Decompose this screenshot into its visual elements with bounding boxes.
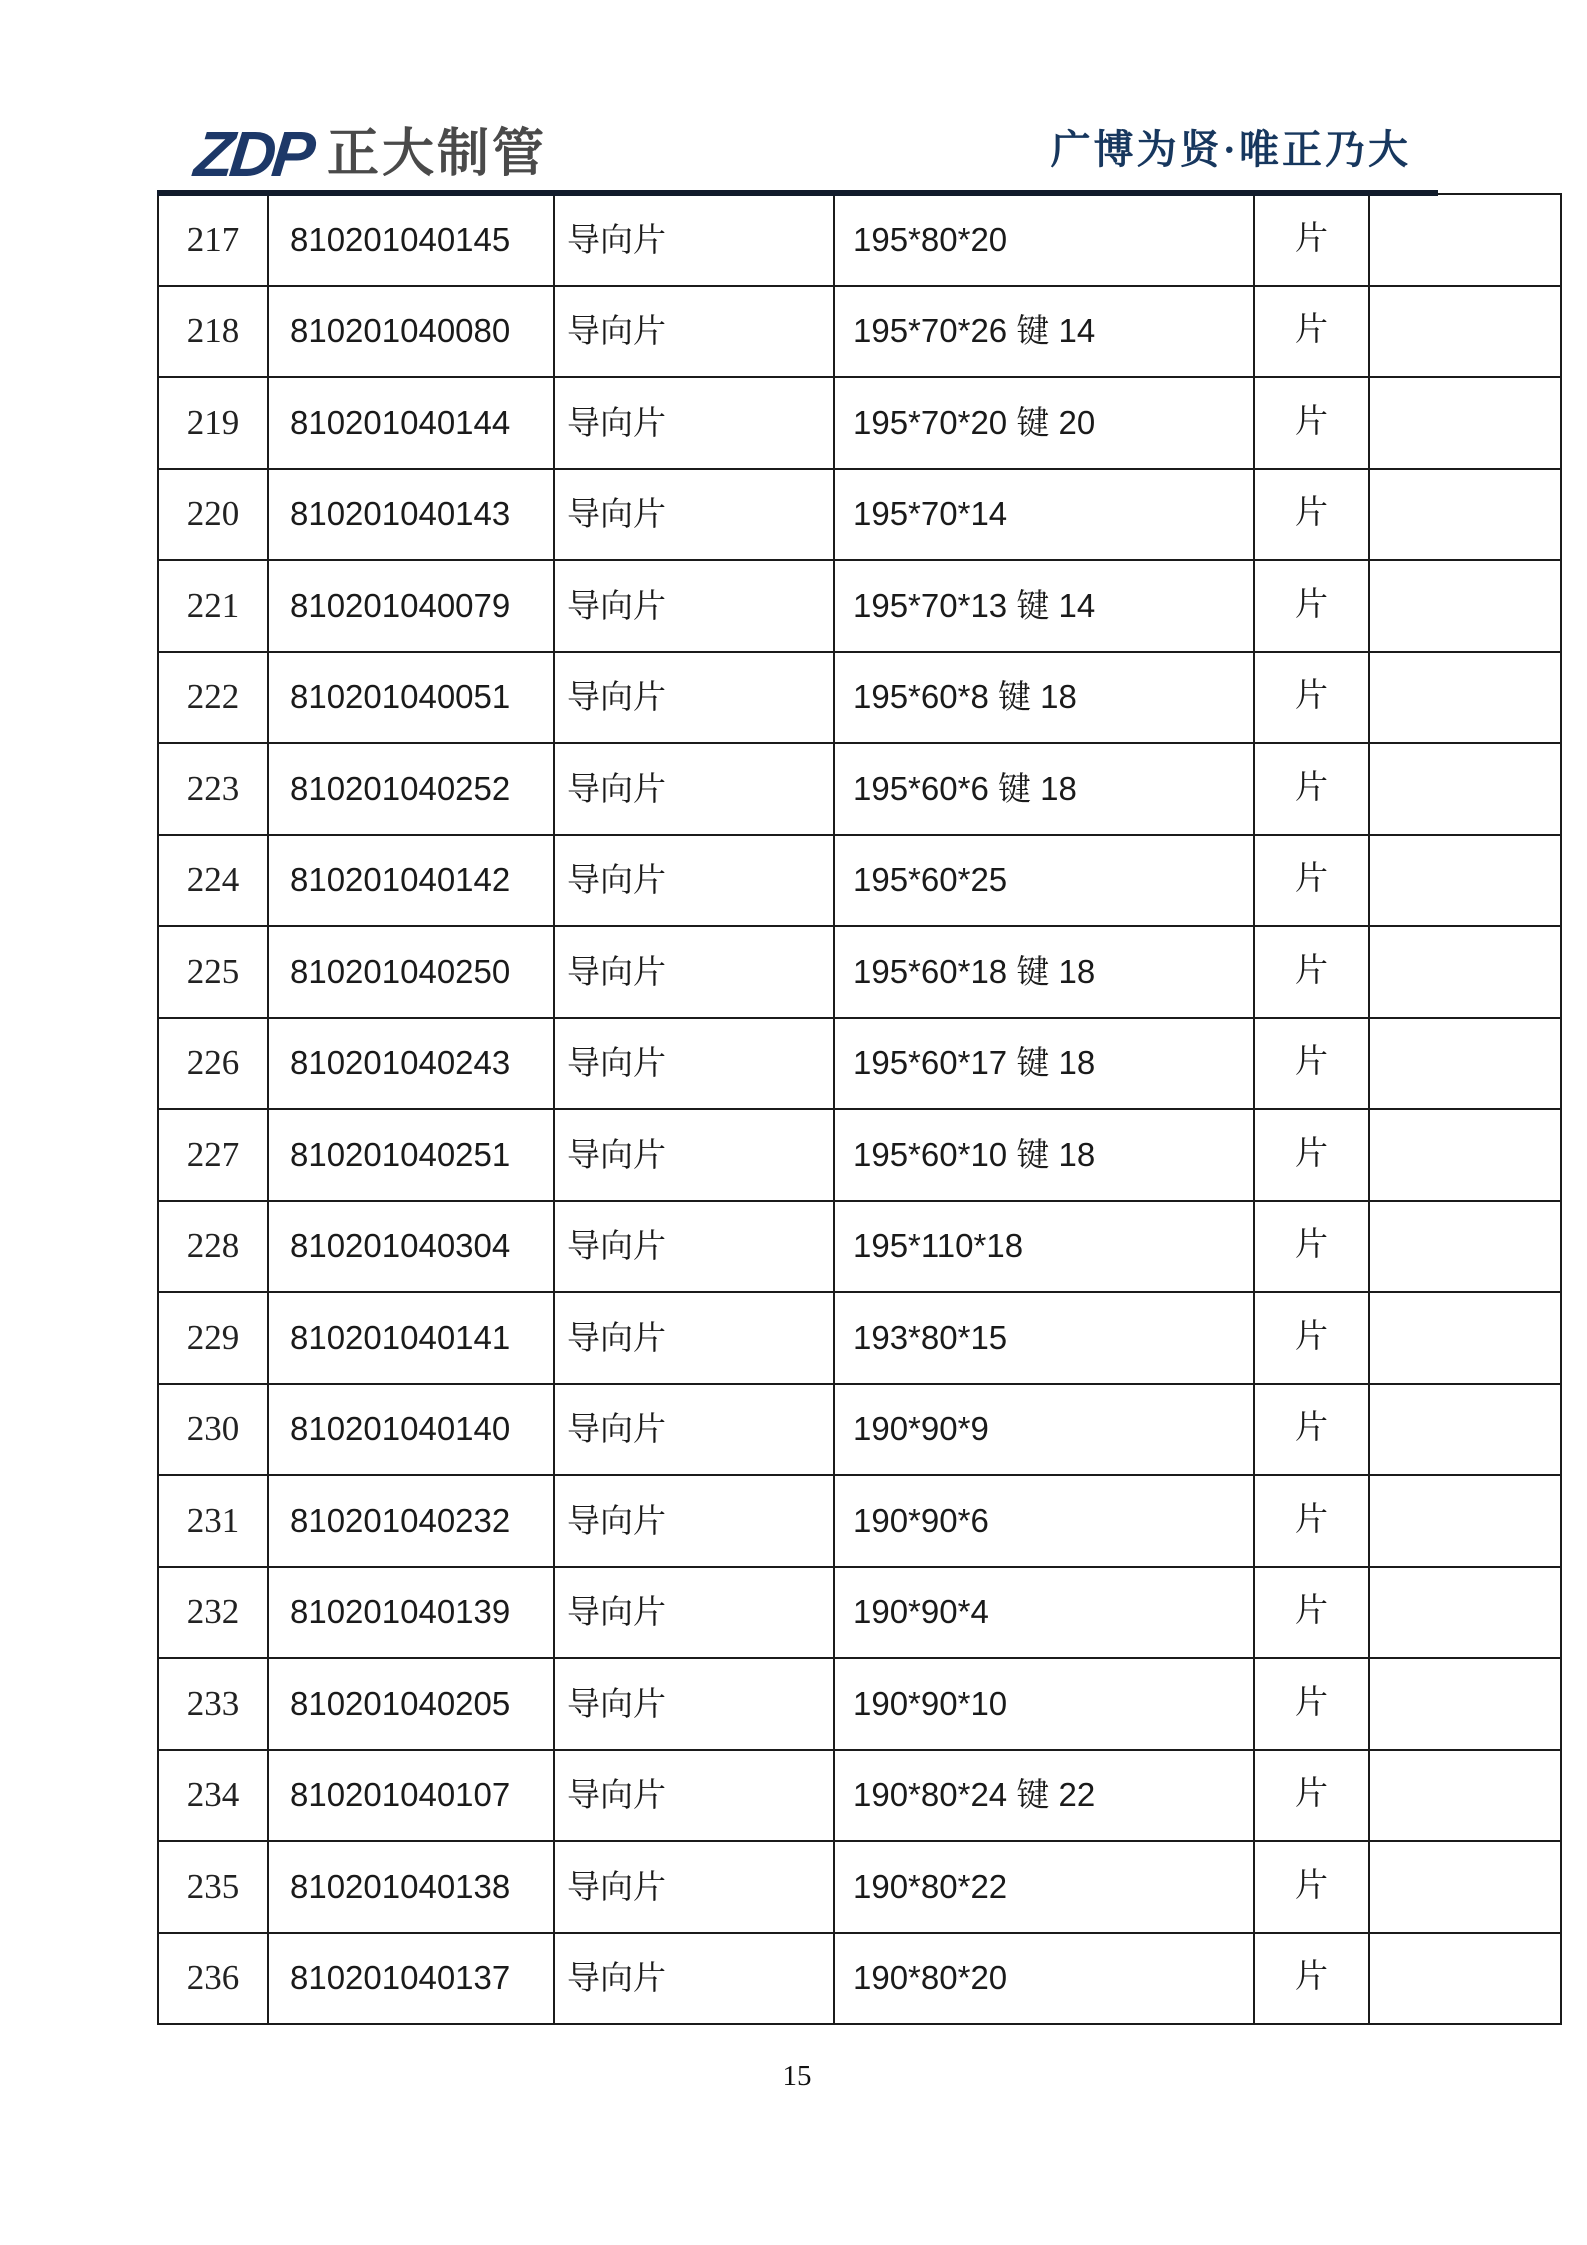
part-unit: 片 [1254,560,1369,652]
part-unit: 片 [1254,835,1369,927]
table-row [158,286,1561,378]
table-row [158,194,1561,286]
table-row [158,1658,1561,1750]
part-code: 810201040141 [268,1292,554,1384]
part-code: 810201040304 [268,1201,554,1293]
page-number: 15 [782,2060,812,2092]
part-spec: 195*60*18 键 18 [834,926,1254,1018]
part-remark [1369,1292,1561,1384]
part-unit: 片 [1254,1109,1369,1201]
part-spec: 195*80*20 [834,194,1254,286]
row-number: 217 [158,194,268,286]
row-number: 229 [158,1292,268,1384]
row-number: 233 [158,1658,268,1750]
row-number: 219 [158,377,268,469]
part-unit: 片 [1254,1475,1369,1567]
row-number: 232 [158,1567,268,1659]
part-unit: 片 [1254,1018,1369,1110]
part-spec: 190*90*6 [834,1475,1254,1567]
table-row [158,1750,1561,1842]
part-code: 810201040250 [268,926,554,1018]
header-divider-rule [157,190,1438,196]
table-row [158,1841,1561,1933]
part-name: 导向片 [554,835,834,927]
table-row [158,1475,1561,1567]
part-remark [1369,835,1561,927]
table-row [158,652,1561,744]
part-unit: 片 [1254,1384,1369,1476]
table-row [158,1384,1561,1476]
row-number: 225 [158,926,268,1018]
parts-table-body [158,194,1561,2024]
row-number: 223 [158,743,268,835]
part-spec: 195*60*17 键 18 [834,1018,1254,1110]
part-spec: 190*90*9 [834,1384,1254,1476]
part-unit: 片 [1254,194,1369,286]
part-code: 810201040145 [268,194,554,286]
part-remark [1369,1841,1561,1933]
parts-table [157,193,1562,2025]
part-remark [1369,1933,1561,2025]
part-name: 导向片 [554,1933,834,2025]
row-number: 235 [158,1841,268,1933]
part-name: 导向片 [554,652,834,744]
part-code: 810201040243 [268,1018,554,1110]
table-row [158,926,1561,1018]
table-row [158,1567,1561,1659]
part-remark [1369,469,1561,561]
part-unit: 片 [1254,469,1369,561]
part-spec: 195*70*20 键 20 [834,377,1254,469]
part-code: 810201040107 [268,1750,554,1842]
part-code: 810201040138 [268,1841,554,1933]
part-remark [1369,1475,1561,1567]
part-remark [1369,652,1561,744]
part-name: 导向片 [554,1841,834,1933]
part-code: 810201040140 [268,1384,554,1476]
part-remark [1369,743,1561,835]
table-row [158,1933,1561,2025]
row-number: 226 [158,1018,268,1110]
part-remark [1369,1109,1561,1201]
part-remark [1369,377,1561,469]
part-spec: 190*90*4 [834,1567,1254,1659]
part-name: 导向片 [554,1109,834,1201]
part-code: 810201040252 [268,743,554,835]
part-spec: 195*60*25 [834,835,1254,927]
part-spec: 190*90*10 [834,1658,1254,1750]
part-unit: 片 [1254,1201,1369,1293]
part-code: 810201040143 [268,469,554,561]
part-unit: 片 [1254,377,1369,469]
part-unit: 片 [1254,1567,1369,1659]
table-row [158,1109,1561,1201]
row-number: 228 [158,1201,268,1293]
part-remark [1369,286,1561,378]
part-spec: 195*60*8 键 18 [834,652,1254,744]
part-name: 导向片 [554,1475,834,1567]
part-remark [1369,1018,1561,1110]
table-row [158,469,1561,561]
row-number: 218 [158,286,268,378]
part-remark [1369,560,1561,652]
part-code: 810201040139 [268,1567,554,1659]
part-name: 导向片 [554,1201,834,1293]
part-spec: 195*70*26 键 14 [834,286,1254,378]
part-spec: 195*60*6 键 18 [834,743,1254,835]
part-name: 导向片 [554,560,834,652]
part-spec: 190*80*24 键 22 [834,1750,1254,1842]
part-name: 导向片 [554,1292,834,1384]
row-number: 236 [158,1933,268,2025]
part-code: 810201040144 [268,377,554,469]
part-remark [1369,1201,1561,1293]
table-row [158,377,1561,469]
company-logo [191,118,548,190]
row-number: 221 [158,560,268,652]
part-code: 810201040251 [268,1109,554,1201]
part-name: 导向片 [554,1384,834,1476]
part-remark [1369,1658,1561,1750]
part-code: 810201040080 [268,286,554,378]
part-name: 导向片 [554,377,834,469]
part-remark [1369,1750,1561,1842]
row-number: 222 [158,652,268,744]
part-unit: 片 [1254,926,1369,1018]
part-name: 导向片 [554,743,834,835]
logo-company-name: 正大制管 [327,125,548,183]
part-unit: 片 [1254,1292,1369,1384]
row-number: 234 [158,1750,268,1842]
part-name: 导向片 [554,1567,834,1659]
part-code: 810201040137 [268,1933,554,2025]
part-name: 导向片 [554,1658,834,1750]
part-code: 810201040205 [268,1658,554,1750]
row-number: 227 [158,1109,268,1201]
part-unit: 片 [1254,1841,1369,1933]
part-remark [1369,1567,1561,1659]
row-number: 230 [158,1384,268,1476]
part-spec: 195*70*14 [834,469,1254,561]
part-spec: 190*80*20 [834,1933,1254,2025]
logo-zdp-mark: ZDP [191,118,315,190]
part-code: 810201040232 [268,1475,554,1567]
part-spec: 195*70*13 键 14 [834,560,1254,652]
part-unit: 片 [1254,1750,1369,1842]
table-row [158,1292,1561,1384]
part-unit: 片 [1254,1658,1369,1750]
part-remark [1369,194,1561,286]
row-number: 231 [158,1475,268,1567]
part-spec: 190*80*22 [834,1841,1254,1933]
part-name: 导向片 [554,286,834,378]
part-remark [1369,926,1561,1018]
table-row [158,743,1561,835]
part-code: 810201040142 [268,835,554,927]
row-number: 220 [158,469,268,561]
part-unit: 片 [1254,286,1369,378]
part-spec: 195*60*10 键 18 [834,1109,1254,1201]
table-row [158,835,1561,927]
row-number: 224 [158,835,268,927]
table-row [158,560,1561,652]
part-name: 导向片 [554,926,834,1018]
part-spec: 193*80*15 [834,1292,1254,1384]
table-row [158,1018,1561,1110]
company-slogan: 广博为贤·唯正乃大 [1050,127,1411,172]
part-name: 导向片 [554,194,834,286]
part-remark [1369,1384,1561,1476]
table-row [158,1201,1561,1293]
part-code: 810201040079 [268,560,554,652]
part-spec: 195*110*18 [834,1201,1254,1293]
part-name: 导向片 [554,469,834,561]
part-unit: 片 [1254,1933,1369,2025]
part-unit: 片 [1254,743,1369,835]
part-name: 导向片 [554,1750,834,1842]
part-unit: 片 [1254,652,1369,744]
part-code: 810201040051 [268,652,554,744]
part-name: 导向片 [554,1018,834,1110]
